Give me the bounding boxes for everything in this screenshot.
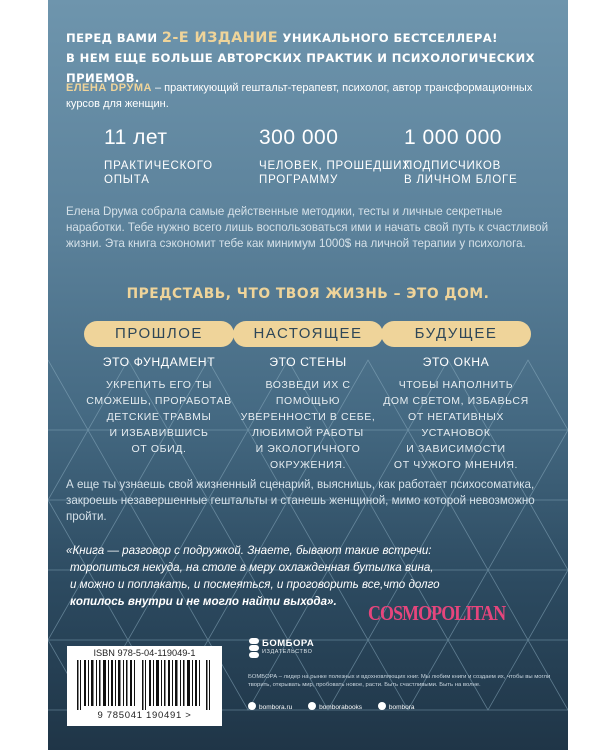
- barcode-icon: [75, 660, 214, 710]
- isbn-barcode: [67, 646, 222, 726]
- social-links: [248, 702, 429, 711]
- barcode-digits: 9 785041 190491 >: [97, 710, 192, 721]
- vk-icon: [308, 702, 316, 710]
- social-label: bomborabooks: [319, 704, 363, 711]
- stat-label-2: В ЛИЧНОМ БЛОГЕ: [404, 174, 518, 186]
- house-heading: ПРЕДСТАВЬ, ЧТО ТВОЯ ЖИЗНЬ – ЭТО ДОМ.: [126, 286, 490, 302]
- column-line: ЛЮБИМОЙ РАБОТЫ: [252, 427, 364, 439]
- column-line: ОТ ОБИД.: [131, 443, 187, 455]
- quote-line: и можно и поплакать, и посмеяться, и проговорить все,что долго: [70, 578, 440, 591]
- column-subtitle: ЭТО СТЕНЫ: [269, 355, 347, 369]
- column-line: И ИЗБАВИВШИСЬ: [109, 427, 209, 439]
- closing-paragraph: А еще ты узнаешь свой жизненный сценарий, выяснишь, как работает психосоматика, закроешь незавершенные гештальты и станешь женщиной, мимо которой невозможно пройти.: [66, 478, 535, 523]
- column-line: ОТ НЕГАТИВНЫХ УСТАНОВОК: [408, 411, 504, 439]
- column-subtitle: ЭТО ОКНА: [422, 355, 490, 369]
- quote-line: копилось внутри и не могло найти выхода».: [70, 595, 337, 608]
- bombora-logo-icon: [248, 637, 260, 659]
- stat-years: [104, 126, 213, 187]
- web-icon: [248, 702, 256, 710]
- isbn-label: ISBN 978-5-04-119049-1: [93, 648, 196, 658]
- column-line: И ЗАВИСИМОСТИ: [406, 443, 506, 455]
- column-line: ОТ ЧУЖОГО МНЕНИЯ.: [393, 459, 519, 471]
- column-pill: НАСТОЯЩЕЕ: [233, 321, 383, 347]
- author-description: – практикующий гештальт-терапевт, психолог, автор трансформационных курсов для женщин.: [66, 82, 533, 110]
- stat-number: 11 лет: [104, 126, 168, 149]
- column-line: УВЕРЕННОСТИ В СЕБЕ,: [240, 411, 376, 423]
- stat-number: 1 000 000: [404, 126, 502, 149]
- column-pill: ПРОШЛОЕ: [84, 321, 234, 347]
- author-name: ЕЛЕНА DРУМА: [66, 82, 152, 94]
- column-line: УКРЕПИТЬ ЕГО ТЫ: [105, 379, 212, 391]
- intro-text-a: ПЕРЕД ВАМИ: [66, 31, 158, 45]
- publisher-sub: ИЗДАТЕЛЬСТВО: [262, 649, 313, 655]
- stat-people: [259, 126, 411, 187]
- column-line: ДЕТСКИЕ ТРАВМЫ: [106, 411, 212, 423]
- column-line: ВОЗВЕДИ ИХ С ПОМОЩЬЮ: [265, 379, 351, 407]
- social-label: bombora: [388, 704, 415, 711]
- column-text: [381, 377, 531, 473]
- description-paragraph: Елена Dрума собрала самые действенные методики, тесты и личные секретные наработки. Тебе нужно всего лишь воспользоваться ими и начать свой путь к счастливой жизни. Эта книга сэкономит тебе как минимум 1000$ на личной терапии у психолога.: [66, 205, 549, 250]
- stat-label-1: ПРАКТИЧЕСКОГО: [104, 160, 213, 172]
- intro-text-c: УНИКАЛЬНОГО БЕСТСЕЛЛЕРА!: [282, 31, 498, 45]
- review-quote: [66, 542, 558, 610]
- publisher-text: БОМБОРА – лидер на рынке полезных и вдохновляющих книг. Мы любим книги и создаем их, чтобы вы могли творить, открывать мир, пробовать новое, расти. Быть счастливыми. Быть на волне.: [248, 674, 551, 689]
- ok-icon: [378, 702, 386, 710]
- quote-line: торопиться некуда, на столе в меру охлажденная бутылка вина,: [70, 561, 434, 574]
- publisher-name: БОМБОРА: [262, 638, 315, 649]
- social-item[interactable]: [248, 704, 292, 711]
- stat-subscribers: [404, 126, 518, 187]
- column-pill: БУДУЩЕЕ: [381, 321, 531, 347]
- stat-label-2: ПРОГРАММУ: [259, 174, 339, 186]
- social-item[interactable]: [378, 704, 415, 711]
- intro-line-2: В НЕМ ЕЩЕ БОЛЬШЕ АВТОРСКИХ ПРАКТИК И ПСИХОЛОГИЧЕСКИХ ПРИЕМОВ.: [66, 51, 535, 85]
- column-line: СМОЖЕШЬ, ПРОРАБОТАВ: [86, 395, 232, 407]
- column-line: ОКРУЖЕНИЯ.: [269, 459, 347, 471]
- column-future: [381, 321, 531, 473]
- cosmopolitan-logo: COSMOPOLITAN: [368, 601, 506, 625]
- column-present: [233, 321, 383, 473]
- column-subtitle: ЭТО ФУНДАМЕНТ: [102, 355, 216, 369]
- column-text: [233, 377, 383, 473]
- edition-intro: [66, 28, 556, 88]
- stat-label-1: ПОДПИСЧИКОВ: [404, 160, 502, 172]
- social-label: bombora.ru: [259, 704, 293, 711]
- quote-line: «Книга — разговор с подружкой. Знаете, бывают такие встречи:: [66, 544, 432, 557]
- stat-number: 300 000: [259, 126, 339, 149]
- author-bio: [66, 80, 556, 112]
- social-item[interactable]: [308, 704, 362, 711]
- column-text: [84, 377, 234, 457]
- column-line: ДОМ СВЕТОМ, ИЗБАВЬСЯ: [383, 395, 529, 407]
- book-back-cover: [48, 0, 568, 750]
- column-line: И ЭКОЛОГИЧНОГО: [255, 443, 361, 455]
- column-past: [84, 321, 234, 457]
- column-line: ЧТОБЫ НАПОЛНИТЬ: [398, 379, 514, 391]
- stat-label-2: ОПЫТА: [104, 174, 150, 186]
- stat-label-1: ЧЕЛОВЕК, ПРОШЕДШИХ: [259, 160, 411, 172]
- edition-highlight: 2-Е ИЗДАНИЕ: [161, 30, 279, 46]
